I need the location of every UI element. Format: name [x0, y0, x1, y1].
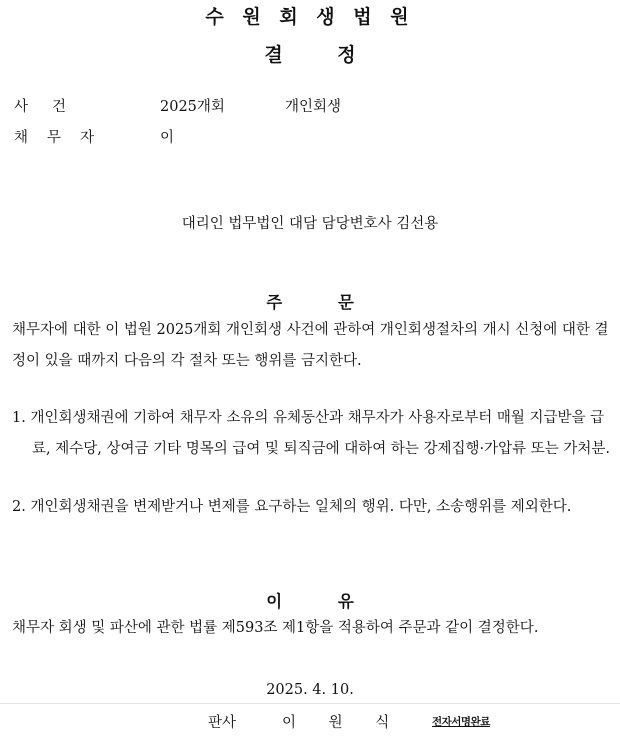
judge-label: 판사 [208, 715, 237, 731]
footer-divider [0, 703, 620, 704]
reason-text: 채무자 회생 및 파산에 관한 법률 제593조 제1항을 적용하여 주문과 같이 결정한다. [12, 620, 539, 636]
judge-name: 이 원 식 [282, 715, 404, 731]
order-intro: 채무자에 대한 이 법원 2025개회 개인회생 사건에 관하여 개인회생절차의 개시 신청에 대한 결정이 있을 때까지 다음의 각 절차 또는 행위를 금지한다. [12, 322, 609, 369]
case-label: 사건 [14, 99, 91, 115]
case-name: 개인회생 [285, 99, 342, 115]
representative: 대리인 법무법인 대담 담당변호사 김선용 [181, 216, 439, 232]
debtor-label: 채무자 [14, 130, 114, 146]
debtor-name: 이 [160, 130, 175, 146]
order-heading: 주 문 [266, 293, 354, 312]
electronic-signature-mark: 전자서명완료 [432, 716, 490, 728]
order-item-2: 2. 개인회생채권을 변제받거나 변제를 요구하는 일체의 행위. 다만, 소송행위를 제외한다. [12, 499, 572, 515]
decision-date: 2025. 4. 10. [266, 682, 354, 698]
order-item-1: 1. 개인회생채권에 기하여 채무자 소유의 유체동산과 채무자가 사용자로부터 매월 지급받을 급료, 제수당, 상여금 기타 명목의 급여 및 퇴직금에 대하여 하는 강제집행·가압류 또는 가처분. [12, 410, 610, 457]
case-number: 2025개회 [160, 99, 225, 115]
document-title: 결 정 [264, 44, 356, 66]
reason-heading: 이 유 [266, 592, 354, 611]
court-name: 수 원 회 생 법 원 [205, 6, 415, 28]
